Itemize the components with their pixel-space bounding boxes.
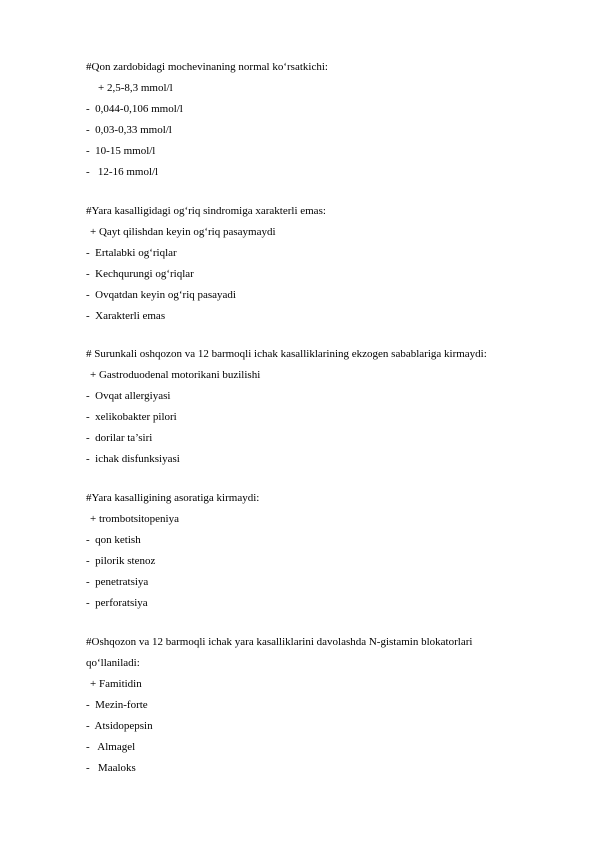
answer-option: - dorilar ta’siri: [86, 432, 153, 444]
question-block-4: [86, 488, 556, 614]
question-block-5: [86, 632, 556, 779]
answer-option: - xelikobakter pilori: [86, 411, 177, 423]
correct-answer: + Famitidin: [90, 678, 142, 690]
answer-option: - Xarakterli emas: [86, 310, 166, 322]
answer-option: - Kechqurungi og‘riqlar: [86, 268, 194, 280]
answer-option: - Maaloks: [86, 762, 136, 774]
correct-answer: + 2,5-8,3 mmol/l: [98, 82, 173, 94]
answer-option: - qon ketish: [86, 534, 141, 546]
answer-option: - penetratsiya: [86, 576, 149, 588]
answer-option: - perforatsiya: [86, 597, 148, 609]
answer-option: - 10-15 mmol/l: [86, 145, 156, 157]
question-block-2: [86, 201, 556, 327]
correct-answer: + trombotsitopeniya: [90, 513, 179, 525]
answer-option: - 0,044-0,106 mmol/l: [86, 103, 183, 115]
answer-option: - Mezin-forte: [86, 699, 148, 711]
answer-option: - Ertalabki og‘riqlar: [86, 247, 177, 259]
correct-answer: + Qayt qilishdan keyin og‘riq pasaymaydi: [90, 226, 276, 238]
correct-answer: + Gastroduodenal motorikani buzilishi: [90, 369, 261, 381]
answer-option: - 12-16 mmol/l: [86, 166, 159, 178]
answer-option: - Atsidopepsin: [86, 720, 153, 732]
answer-option: - 0,03-0,33 mmol/l: [86, 124, 172, 136]
question-block-3: [86, 344, 556, 470]
answer-option: - Ovqat allergiyasi: [86, 390, 171, 402]
question-text: # Surunkali oshqozon va 12 barmoqli ichak kasalliklarining ekzogen sabablariga kirmaydi:: [86, 348, 487, 360]
question-text: #Oshqozon va 12 barmoqli ichak yara kasalliklarini davolashda N-gistamin blokatorlari qo‘llaniladi:: [86, 636, 473, 669]
answer-option: - Almagel: [86, 741, 136, 753]
question-block-1: [86, 57, 556, 183]
answer-option: - ichak disfunksiyasi: [86, 453, 180, 465]
answer-option: - pilorik stenoz: [86, 555, 156, 567]
question-text: #Yara kasalligining asoratiga kirmaydi:: [86, 492, 260, 504]
answer-option: - Ovqatdan keyin og‘riq pasayadi: [86, 289, 236, 301]
question-text: #Yara kasalligidagi og‘riq sindromiga xarakterli emas:: [86, 205, 326, 217]
question-text: #Qon zardobidagi mochevinaning normal ko‘rsatkichi:: [86, 61, 328, 73]
